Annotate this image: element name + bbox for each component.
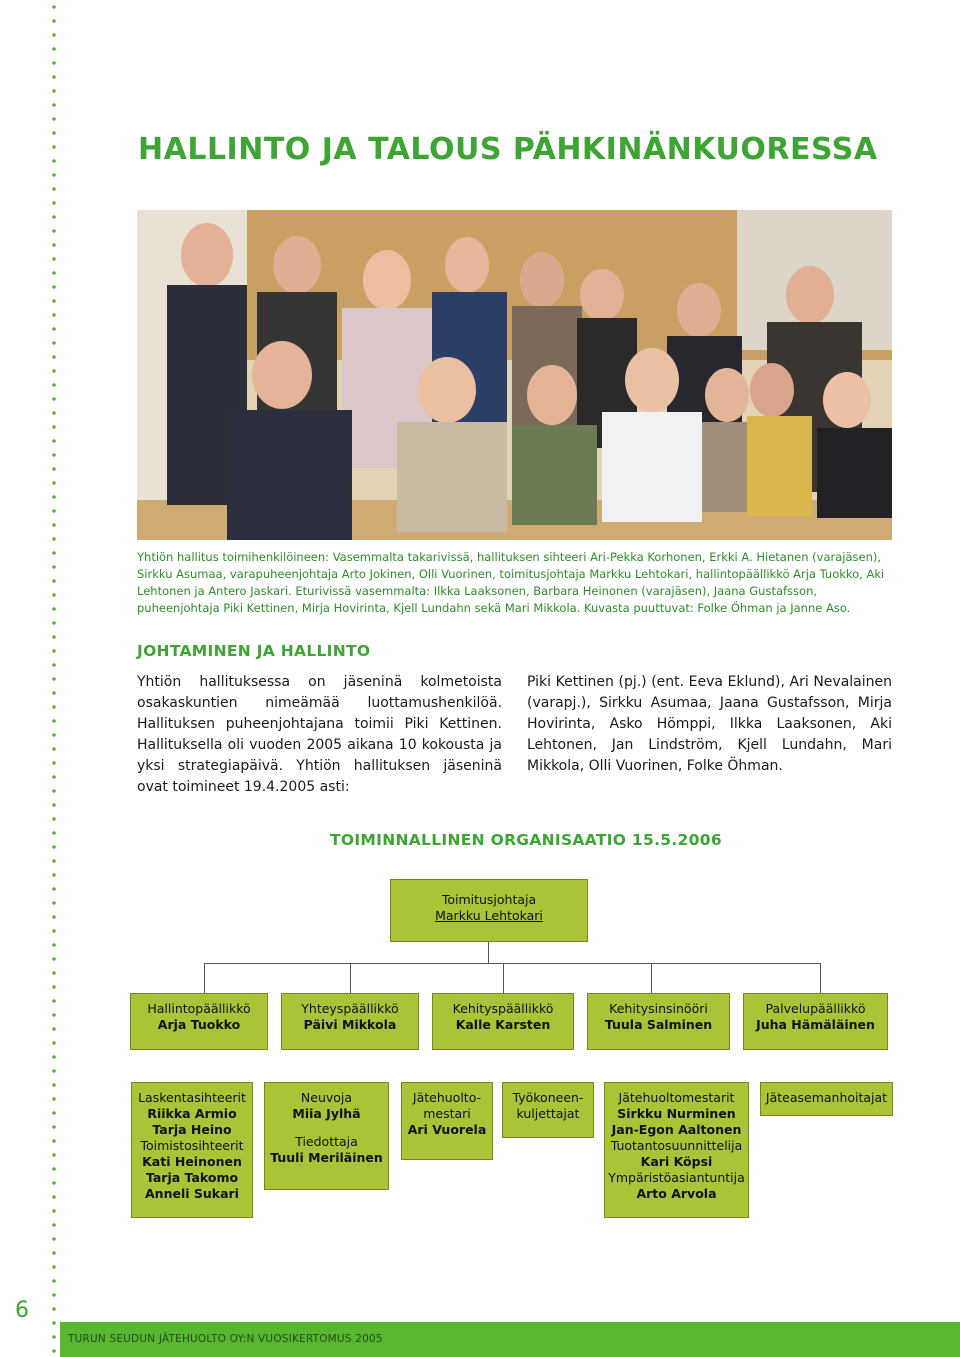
advisor-line-4: Tuuli Meriläinen [270, 1150, 383, 1165]
footer-text: TURUN SEUDUN JÄTEHUOLTO OY:N VUOSIKERTOMUS 2005 [68, 1333, 383, 1345]
station-keepers-line-1: Jäteasemanhoitajat [765, 1090, 888, 1105]
connector-l2-2 [350, 963, 351, 993]
org-box-waste-master [401, 1082, 493, 1160]
org-box-waste-masters [604, 1082, 749, 1218]
admin-role: Hallintopäällikkö [147, 1001, 251, 1016]
org-chart-title: TOIMINNALLINEN ORGANISAATIO 15.5.2006 [330, 831, 722, 849]
org-box-advisor [264, 1082, 389, 1190]
board-group-photo [137, 210, 892, 540]
development-role: Kehityspäällikkö [452, 1001, 554, 1016]
contact-name: Päivi Mikkola [303, 1017, 397, 1032]
connector-l2-3 [503, 963, 504, 993]
org-box-station-keepers [760, 1082, 893, 1116]
connector-horizontal [204, 963, 820, 964]
waste-master-line-3: Ari Vuorela [407, 1122, 487, 1137]
org-box-admin [130, 993, 268, 1050]
accounting-line-2: Riikka Armio [147, 1106, 237, 1121]
waste-masters-line-6: Ympäristöasiantuntija [608, 1170, 745, 1185]
waste-masters-line-2: Sirkku Nurminen [617, 1106, 736, 1121]
service-name: Juha Hämäläinen [756, 1017, 875, 1032]
waste-masters-line-1: Jätehuoltomestarit [618, 1090, 735, 1105]
waste-master-line-1: Jätehuolto- [412, 1090, 482, 1105]
dotted-margin-line [52, 0, 56, 1357]
development-name: Kalle Karsten [455, 1017, 551, 1032]
org-box-accounting [131, 1082, 253, 1218]
org-box-machine-operators [502, 1082, 594, 1138]
accounting-line-5: Kati Heinonen [142, 1154, 242, 1169]
waste-masters-line-4: Tuotantosuunnittelija [610, 1138, 743, 1153]
org-box-service [743, 993, 888, 1050]
org-box-contact [281, 993, 419, 1050]
waste-master-line-2: mestari [423, 1106, 471, 1121]
accounting-line-4: Toimistosihteerit [140, 1138, 244, 1153]
accounting-line-7: Anneli Sukari [145, 1186, 239, 1201]
connector-ceo-down [488, 942, 489, 964]
org-box-ceo [390, 879, 588, 942]
advisor-line-2: Miia Jylhä [292, 1106, 361, 1121]
waste-masters-line-5: Kari Köpsi [640, 1154, 713, 1169]
page-number: 6 [15, 1298, 29, 1323]
connector-l2-4 [651, 963, 652, 993]
ceo-name: Markku Lehtokari [435, 908, 543, 923]
page-title: HALLINTO JA TALOUS PÄHKINÄNKUORESSA [138, 132, 878, 167]
advisor-line-3: Tiedottaja [295, 1134, 358, 1149]
section-heading: JOHTAMINEN JA HALLINTO [137, 642, 371, 660]
group-photo-illustration [137, 210, 892, 540]
body-text-left: Yhtiön hallituksessa on jäseninä kolmetoista osakaskuntien nimeämää luottamushenkilöä. Hallituksen puheenjohtajana toimii Piki Kettinen. Hallituksella oli vuoden 2005 aikana 10 kokousta ja yksi strategiapäivä. Yhtiön hallituksen jäseninä ovat toimineet 19.4.2005 asti: [137, 674, 502, 795]
operators-line-1: Työkoneen- [512, 1090, 584, 1105]
ceo-role: Toimitusjohtaja [441, 892, 537, 907]
connector-l2-1 [204, 963, 205, 993]
org-box-development [432, 993, 574, 1050]
engineer-role: Kehitysinsinööri [609, 1001, 708, 1016]
advisor-line-1: Neuvoja [300, 1090, 353, 1105]
service-role: Palvelupäällikkö [765, 1001, 866, 1016]
body-text-right: Piki Kettinen (pj.) (ent. Eeva Eklund), Ari Nevalainen (varapj.), Sirkku Asumaa, Jaana Gustafsson, Mirja Hovirinta, Asko Hömppi, Ilkka Laaksonen, Aki Lehtonen, Jan Lindström, Kjell Lundahn, Mari Mikkola, Olli Vuorinen, Folke Öhman. [527, 674, 892, 774]
operators-line-2: kuljettajat [516, 1106, 580, 1121]
accounting-line-6: Tarja Takomo [145, 1170, 239, 1185]
engineer-name: Tuula Salminen [604, 1017, 713, 1032]
contact-role: Yhteyspäällikkö [301, 1001, 399, 1016]
accounting-line-3: Tarja Heino [152, 1122, 232, 1137]
admin-name: Arja Tuokko [157, 1017, 241, 1032]
photo-caption: Yhtiön hallitus toimihenkilöineen: Vasemmalta takarivissä, hallituksen sihteeri Ari-Pekka Korhonen, Erkki A. Hietanen (varajäsen), Sirkku Asumaa, varapuheenjohtaja Arto Jokinen, Olli Vuorinen, toimitusjohtaja Markku Lehtokari, hallintopäällikkö Arja Tuokko, Aki Lehtonen ja Antero Jaskari. Eturivissä vasemmalta: Ilkka Laaksonen, Barbara Heinonen (varajäsen), Jaana Gustafsson, puheenjohtaja Piki Kettinen, Mirja Hovirinta, Kjell Lundahn sekä Mari Mikkola. Kuvasta puuttuvat: Folke Öhman ja Janne Aso. [137, 550, 885, 615]
accounting-line-1: Laskentasihteerit [138, 1090, 246, 1105]
org-box-engineer [587, 993, 730, 1050]
connector-l2-5 [820, 963, 821, 993]
waste-masters-line-3: Jan-Egon Aaltonen [611, 1122, 742, 1137]
waste-masters-line-7: Arto Arvola [636, 1186, 717, 1201]
